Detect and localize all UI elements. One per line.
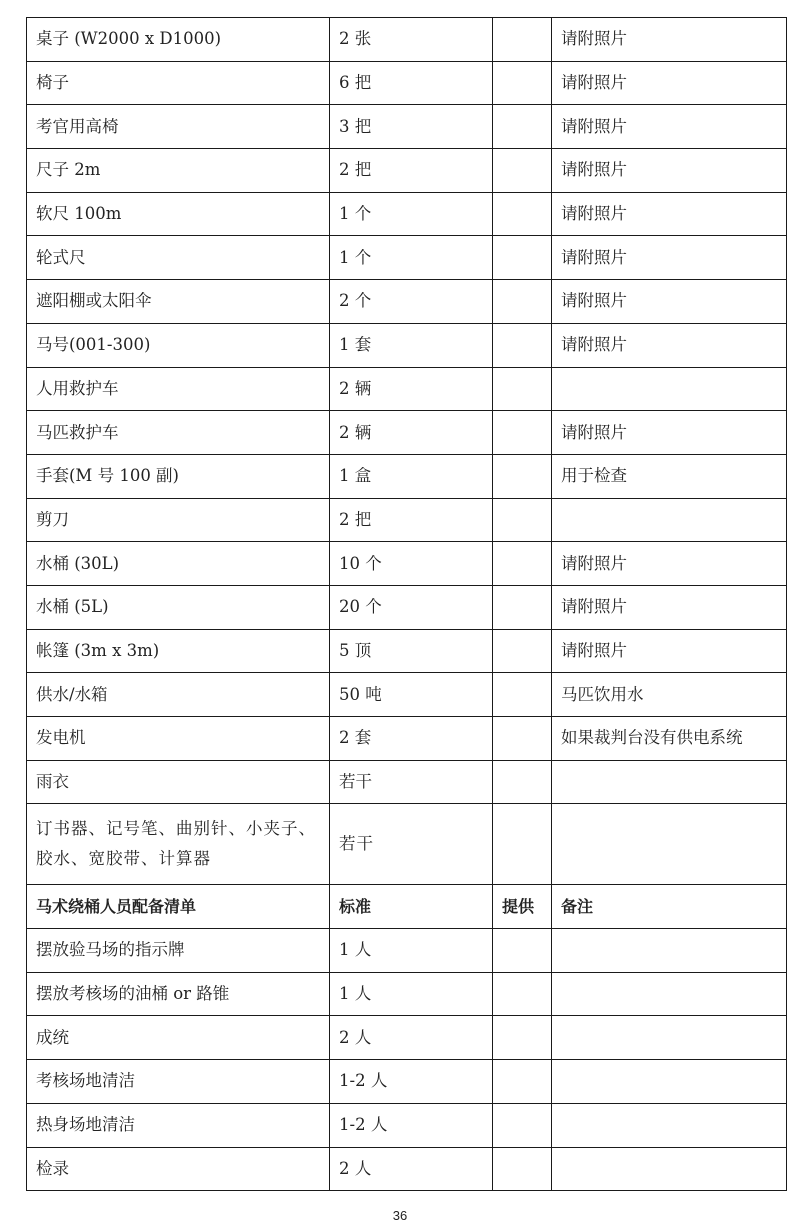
note-cell — [552, 367, 787, 411]
staff-row — [27, 1060, 787, 1104]
note-cell: 请附照片 — [552, 585, 787, 629]
item-cell: 轮式尺 — [27, 236, 330, 280]
quantity-cell: 20 个 — [330, 585, 493, 629]
table-row — [27, 629, 787, 673]
note-cell — [552, 972, 787, 1016]
item-cell: 尺子 2m — [27, 149, 330, 193]
note-cell — [552, 1147, 787, 1191]
staff-role-cell: 热身场地清洁 — [27, 1103, 330, 1147]
item-cell: 马匹救护车 — [27, 411, 330, 455]
note-cell — [552, 760, 787, 804]
staff-header-row — [27, 885, 787, 929]
item-cell: 桌子 (W2000 x D1000) — [27, 18, 330, 62]
staff-row — [27, 1103, 787, 1147]
item-cell: 水桶 (5L) — [27, 585, 330, 629]
quantity-cell: 5 顶 — [330, 629, 493, 673]
provided-cell — [493, 454, 552, 498]
quantity-cell: 1 盒 — [330, 454, 493, 498]
quantity-cell: 3 把 — [330, 105, 493, 149]
table-row — [27, 760, 787, 804]
provided-cell — [493, 280, 552, 324]
quantity-cell: 10 个 — [330, 542, 493, 586]
item-cell: 发电机 — [27, 717, 330, 761]
staff-count-cell: 1-2 人 — [330, 1060, 493, 1104]
item-cell: 供水/水箱 — [27, 673, 330, 717]
note-cell: 用于检查 — [552, 454, 787, 498]
table-row — [27, 61, 787, 105]
provided-cell — [493, 1147, 552, 1191]
table-row — [27, 367, 787, 411]
quantity-cell: 50 吨 — [330, 673, 493, 717]
staff-count-cell: 2 人 — [330, 1147, 493, 1191]
provided-cell — [493, 236, 552, 280]
item-cell: 帐篷 (3m x 3m) — [27, 629, 330, 673]
note-cell — [552, 1060, 787, 1104]
table-row — [27, 542, 787, 586]
quantity-cell: 2 套 — [330, 717, 493, 761]
note-cell: 马匹饮用水 — [552, 673, 787, 717]
staff-count-cell: 1-2 人 — [330, 1103, 493, 1147]
note-cell: 请附照片 — [552, 411, 787, 455]
provided-cell — [493, 323, 552, 367]
item-cell: 雨衣 — [27, 760, 330, 804]
quantity-cell: 若干 — [330, 804, 493, 885]
quantity-cell: 2 把 — [330, 149, 493, 193]
item-cell: 手套(M 号 100 副) — [27, 454, 330, 498]
page-number: 36 — [392, 1208, 408, 1223]
item-cell: 剪刀 — [27, 498, 330, 542]
quantity-cell: 1 套 — [330, 323, 493, 367]
provided-cell — [493, 542, 552, 586]
table-row — [27, 236, 787, 280]
provided-cell — [493, 760, 552, 804]
note-cell: 如果裁判台没有供电系统 — [552, 717, 787, 761]
table-row — [27, 149, 787, 193]
table-row — [27, 280, 787, 324]
staff-row — [27, 1016, 787, 1060]
provided-cell — [493, 192, 552, 236]
staff-count-cell: 1 人 — [330, 929, 493, 973]
quantity-cell: 2 辆 — [330, 411, 493, 455]
provided-cell — [493, 717, 552, 761]
item-cell: 订书器、记号笔、曲别针、小夹子、胶水、宽胶带、计算器 — [27, 804, 330, 885]
quantity-cell: 2 把 — [330, 498, 493, 542]
quantity-cell: 2 个 — [330, 280, 493, 324]
provided-cell — [493, 411, 552, 455]
equipment-table — [26, 17, 787, 1191]
provided-cell — [493, 61, 552, 105]
provided-cell — [493, 18, 552, 62]
item-cell: 椅子 — [27, 61, 330, 105]
note-cell: 请附照片 — [552, 542, 787, 586]
table-row — [27, 673, 787, 717]
note-cell — [552, 1103, 787, 1147]
note-cell: 请附照片 — [552, 105, 787, 149]
staff-count-cell: 1 人 — [330, 972, 493, 1016]
table-row — [27, 105, 787, 149]
provided-cell — [493, 149, 552, 193]
item-cell: 人用救护车 — [27, 367, 330, 411]
item-cell: 水桶 (30L) — [27, 542, 330, 586]
staff-role-cell: 成统 — [27, 1016, 330, 1060]
note-cell: 请附照片 — [552, 236, 787, 280]
item-cell: 软尺 100m — [27, 192, 330, 236]
table-row — [27, 18, 787, 62]
note-cell: 请附照片 — [552, 323, 787, 367]
item-cell: 考官用高椅 — [27, 105, 330, 149]
header-standard: 标准 — [330, 885, 493, 929]
note-cell: 请附照片 — [552, 61, 787, 105]
quantity-cell: 1 个 — [330, 192, 493, 236]
provided-cell — [493, 367, 552, 411]
table-row — [27, 717, 787, 761]
table-row — [27, 192, 787, 236]
header-provided: 提供 — [493, 885, 552, 929]
quantity-cell: 2 辆 — [330, 367, 493, 411]
note-cell: 请附照片 — [552, 629, 787, 673]
provided-cell — [493, 1016, 552, 1060]
provided-cell — [493, 673, 552, 717]
note-cell — [552, 1016, 787, 1060]
table-row — [27, 323, 787, 367]
quantity-cell: 1 个 — [330, 236, 493, 280]
table-row — [27, 411, 787, 455]
note-cell: 请附照片 — [552, 149, 787, 193]
note-cell: 请附照片 — [552, 280, 787, 324]
table-body — [27, 18, 787, 1191]
staff-role-cell: 摆放验马场的指示牌 — [27, 929, 330, 973]
staff-role-cell: 摆放考核场的油桶 or 路锥 — [27, 972, 330, 1016]
provided-cell — [493, 629, 552, 673]
table-row — [27, 804, 787, 885]
provided-cell — [493, 498, 552, 542]
staff-row — [27, 972, 787, 1016]
provided-cell — [493, 1103, 552, 1147]
provided-cell — [493, 804, 552, 885]
quantity-cell: 6 把 — [330, 61, 493, 105]
item-cell: 马号(001-300) — [27, 323, 330, 367]
staff-row — [27, 1147, 787, 1191]
header-item: 马术绕桶人员配备清单 — [27, 885, 330, 929]
note-cell: 请附照片 — [552, 192, 787, 236]
staff-role-cell: 考核场地清洁 — [27, 1060, 330, 1104]
note-cell — [552, 498, 787, 542]
staff-row — [27, 929, 787, 973]
table-row — [27, 454, 787, 498]
staff-role-cell: 检录 — [27, 1147, 330, 1191]
table-row — [27, 498, 787, 542]
provided-cell — [493, 585, 552, 629]
provided-cell — [493, 1060, 552, 1104]
note-cell — [552, 804, 787, 885]
item-cell: 遮阳棚或太阳伞 — [27, 280, 330, 324]
note-cell — [552, 929, 787, 973]
provided-cell — [493, 929, 552, 973]
quantity-cell: 2 张 — [330, 18, 493, 62]
header-notes: 备注 — [552, 885, 787, 929]
table-row — [27, 585, 787, 629]
note-cell: 请附照片 — [552, 18, 787, 62]
provided-cell — [493, 105, 552, 149]
provided-cell — [493, 972, 552, 1016]
quantity-cell: 若干 — [330, 760, 493, 804]
staff-count-cell: 2 人 — [330, 1016, 493, 1060]
